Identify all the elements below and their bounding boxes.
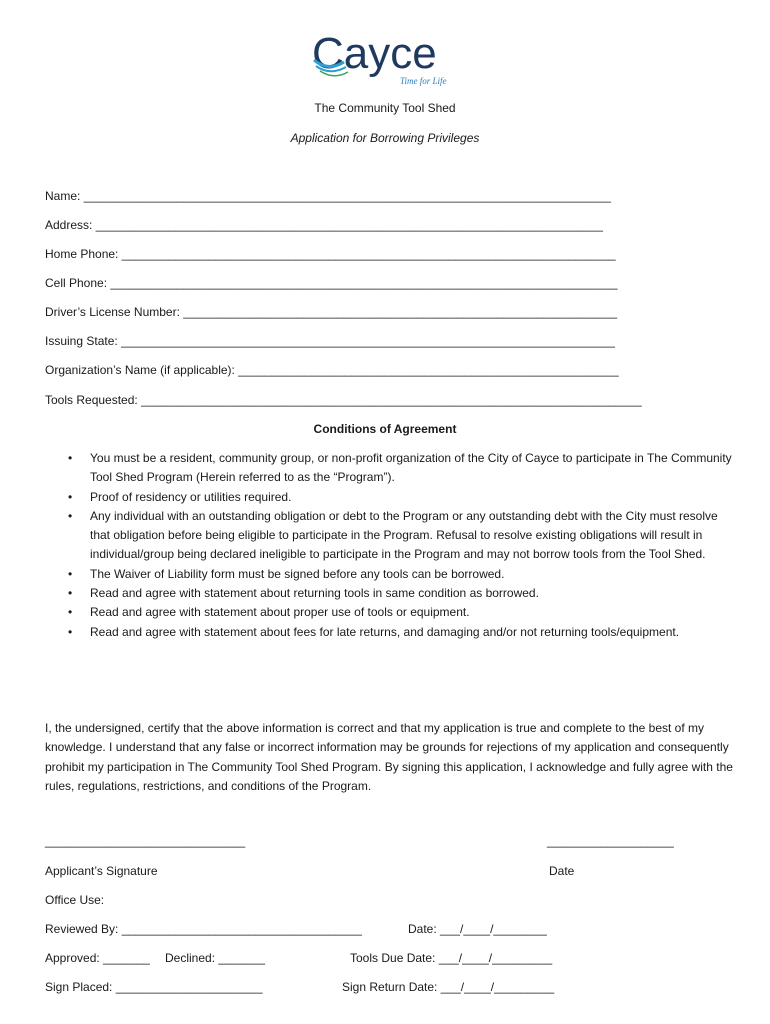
approved-field[interactable]: Approved: _______ <box>45 951 150 965</box>
form-subtitle: Application for Borrowing Privileges <box>290 131 480 145</box>
list-item: • Read and agree with statement about returning tools in same condition as borrowed. <box>90 584 735 603</box>
home-phone-field[interactable] <box>45 247 616 261</box>
office-use-heading: Office Use: <box>45 893 105 907</box>
list-item: • Proof of residency or utilities required. <box>90 488 735 507</box>
field-label: Address: <box>45 218 93 232</box>
name-field[interactable] <box>45 189 611 203</box>
field-label: Driver’s License Number: <box>45 305 180 319</box>
field-label: Home Phone: <box>45 247 119 261</box>
list-item: • Read and agree with statement about proper use of tools or equipment. <box>90 603 735 622</box>
tools-requested-field[interactable] <box>45 393 642 407</box>
field-line[interactable]: ____________________________________________________________________________ <box>110 276 618 290</box>
field-line[interactable]: _________________________________________________________________ <box>183 305 618 319</box>
cayce-logo <box>310 26 460 88</box>
reviewed-date-field[interactable]: Date: ___/____/________ <box>408 922 547 936</box>
applicant-signature-line[interactable]: ______________________________ <box>45 834 246 848</box>
logo-graphic <box>310 26 460 88</box>
form-title: The Community Tool Shed <box>314 101 456 115</box>
conditions-heading: Conditions of Agreement <box>313 422 457 436</box>
sign-placed-field[interactable]: Sign Placed: ______________________ <box>45 980 263 994</box>
list-item: • Any individual with an outstanding obligation or debt to the Program or any outstanding debt with the City must resolve that obligation before being eligible to participate in the Program. Refusal to resolve existing obligations will result in individual/group being declared ineligible to participate in the Program and may not borrow tools from the Tool Shed. <box>90 507 735 565</box>
issuing-state-field[interactable] <box>45 334 615 348</box>
logo-tagline: Time for Life <box>400 76 447 86</box>
address-field[interactable] <box>45 218 603 232</box>
field-line[interactable]: _________________________________________________________ <box>238 363 619 377</box>
field-line[interactable]: __________________________________________________________________________ <box>121 247 616 261</box>
cell-phone-field[interactable] <box>45 276 618 290</box>
reviewed-by-field[interactable]: Reviewed By: ____________________________________ <box>45 922 362 936</box>
field-line[interactable]: __________________________________________________________________________ <box>121 334 615 348</box>
date-label: Date <box>549 864 575 878</box>
tools-due-date-field[interactable]: Tools Due Date: ___/____/_________ <box>350 951 553 965</box>
certification-statement: I, the undersigned, certify that the above information is correct and that my application is true and complete to the best of my knowledge. I understand that any false or incorrect information may be grounds for rejections of my application and consequently prohibit my participation in The Community Tool Shed Program. By signing this application, I acknowledge and fully agree with the rules, regulations, restrictions, and conditions of the Program. <box>45 721 733 793</box>
applicant-signature-label: Applicant’s Signature <box>45 864 158 878</box>
field-line[interactable]: ____________________________________________________________________________ <box>95 218 603 232</box>
field-label: Cell Phone: <box>45 276 108 290</box>
list-item: • You must be a resident, community group, or non-profit organization of the City of Cayce to participate in The Community Tool Shed Program (Herein referred to as the “Program”). <box>90 449 735 488</box>
list-item: • The Waiver of Liability form must be signed before any tools can be borrowed. <box>90 565 735 584</box>
logo-wordmark: Cayce <box>312 29 437 78</box>
sign-return-date-field[interactable]: Sign Return Date: ___/____/_________ <box>342 980 555 994</box>
drivers-license-field[interactable] <box>45 305 617 319</box>
field-label: Issuing State: <box>45 334 118 348</box>
field-label: Tools Requested: <box>45 393 138 407</box>
field-label: Organization’s Name (if applicable): <box>45 363 235 377</box>
field-line[interactable]: _______________________________________________________________________________ <box>83 189 611 203</box>
organization-name-field[interactable] <box>45 363 619 377</box>
field-line[interactable]: ___________________________________________________________________________ <box>141 393 642 407</box>
conditions-list <box>45 449 735 642</box>
declined-field[interactable]: Declined: _______ <box>165 951 266 965</box>
date-line[interactable]: ___________________ <box>547 834 674 848</box>
field-label: Name: <box>45 189 81 203</box>
list-item: • Read and agree with statement about fees for late returns, and damaging and/or not returning tools/equipment. <box>90 623 735 642</box>
